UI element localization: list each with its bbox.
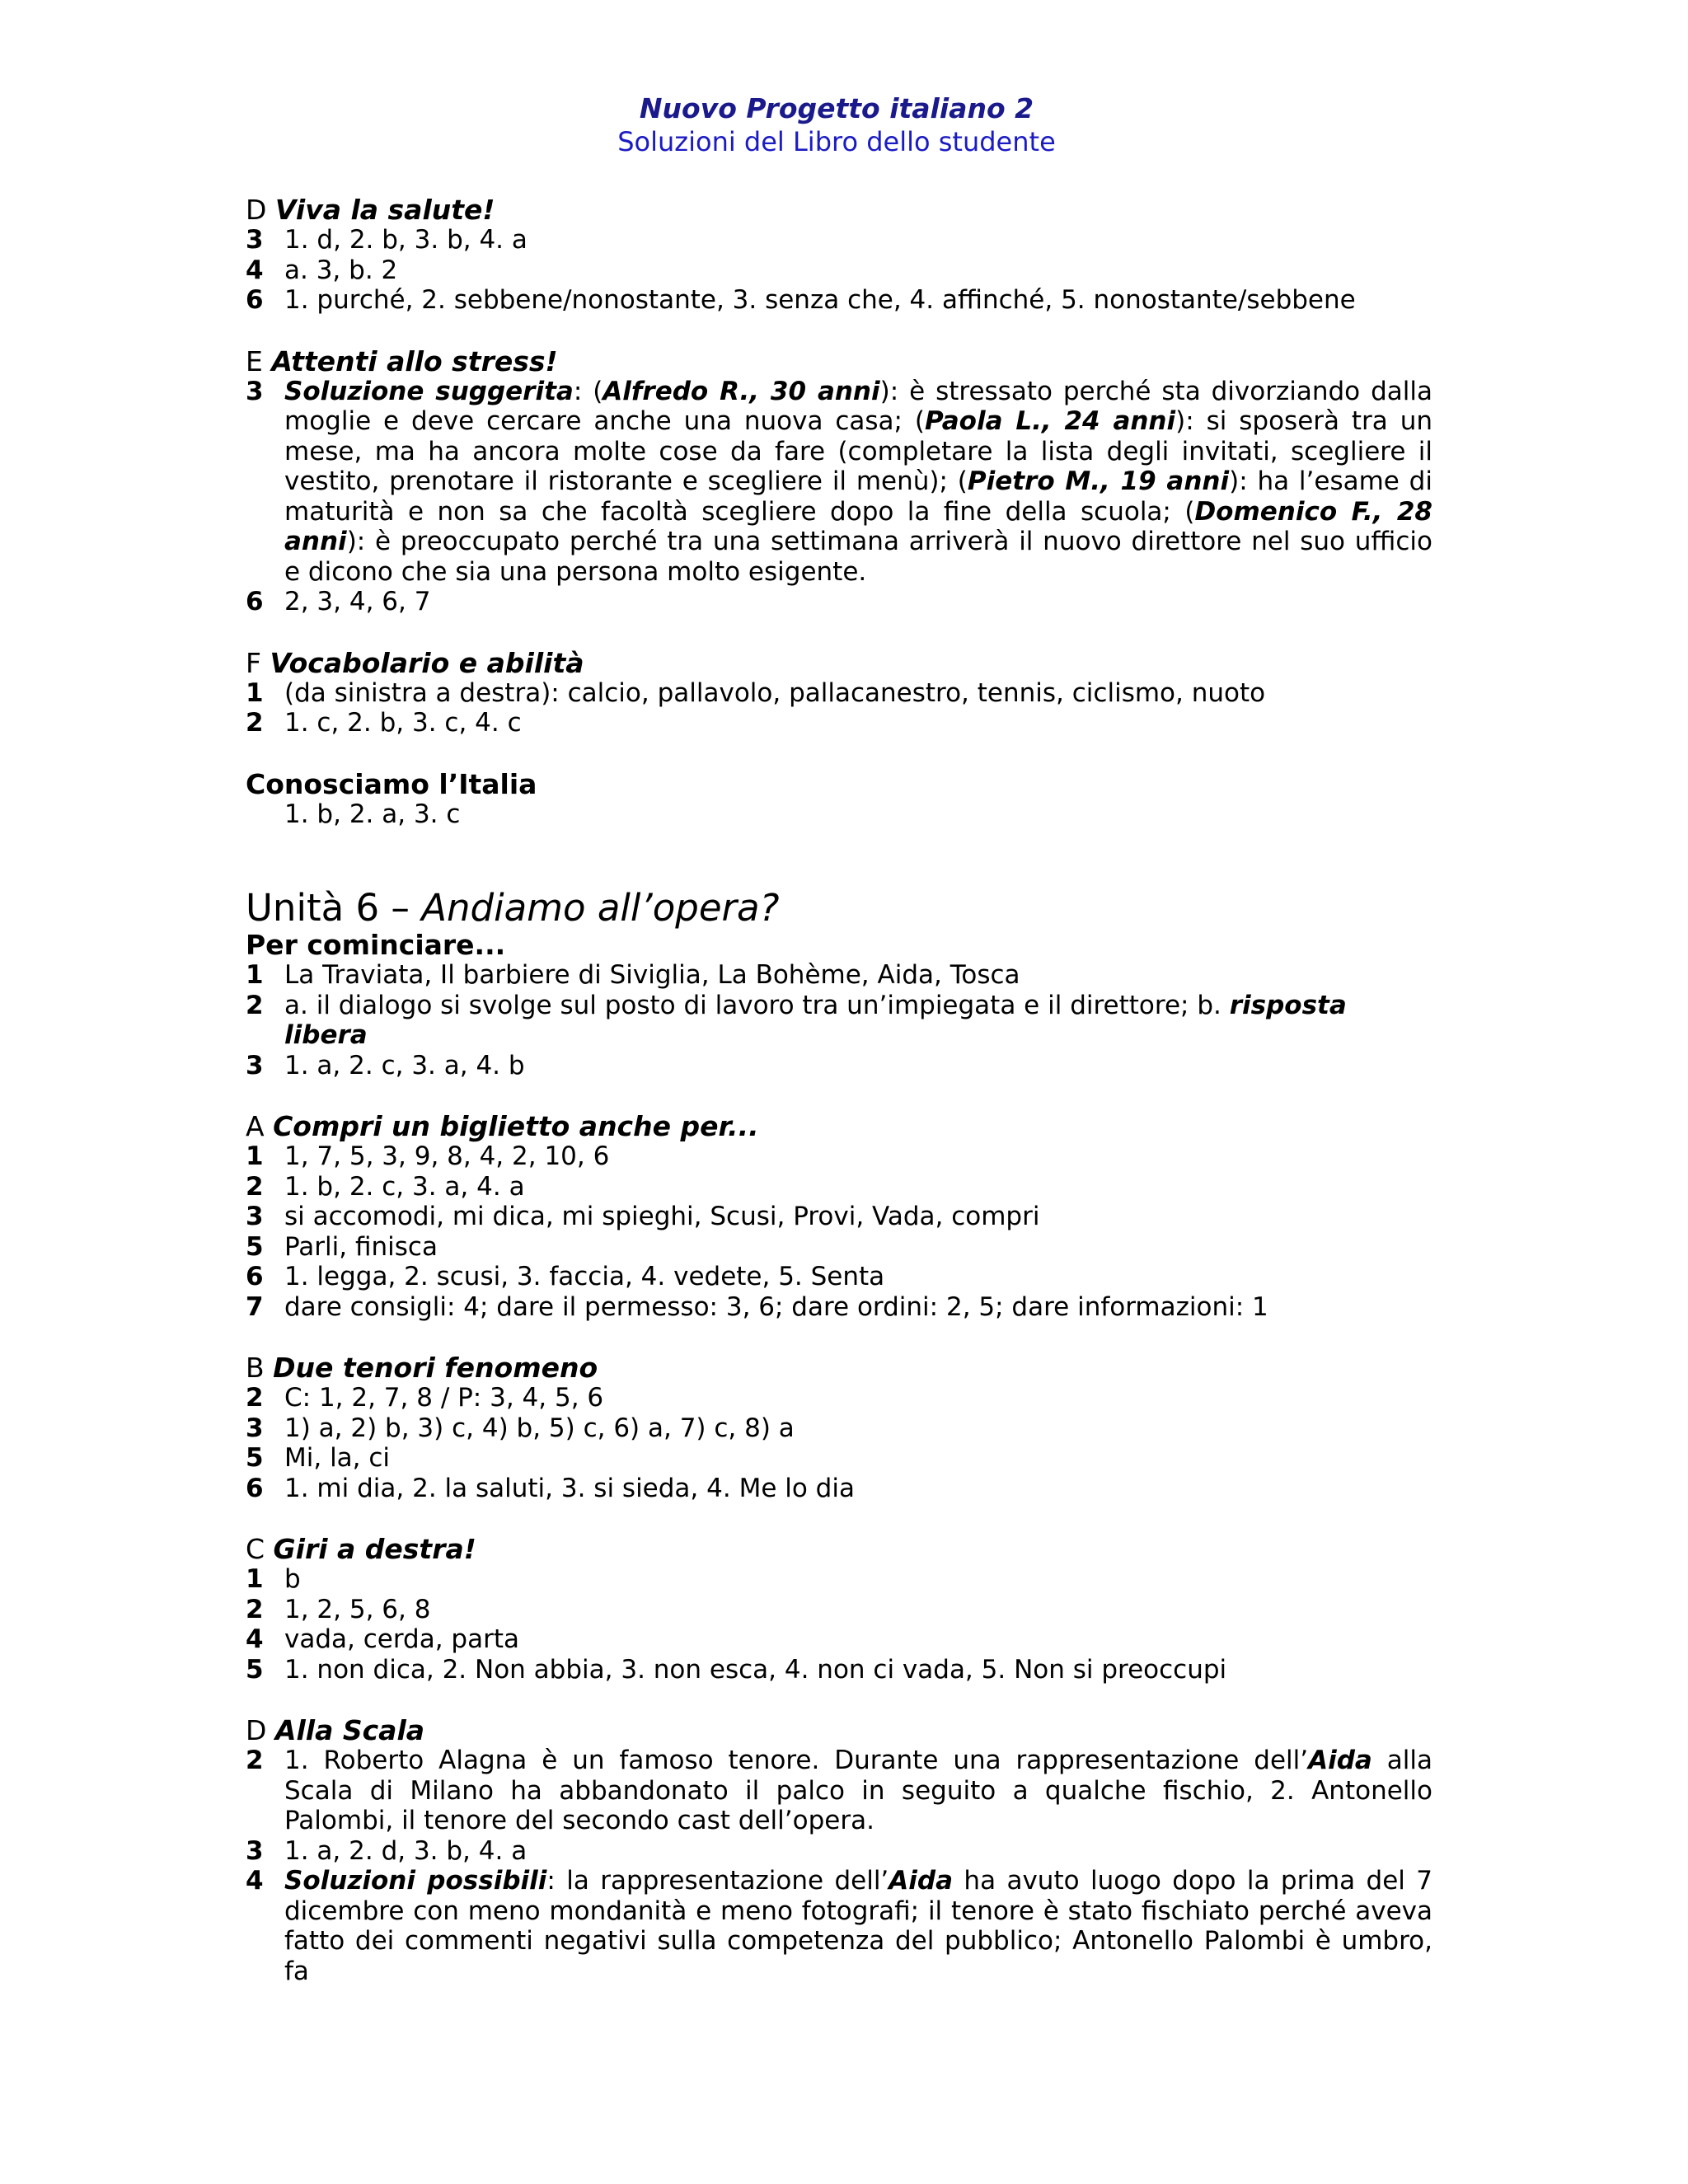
list-item: 2 1. c, 2. b, 3. c, 4. c [246, 708, 522, 738]
section-heading-d: D Viva la salute! [246, 194, 495, 226]
section-heading-conosciamo: Conosciamo l’Italia [246, 767, 537, 800]
list-item: 2 C: 1, 2, 7, 8 / P: 3, 4, 5, 6 [246, 1383, 604, 1413]
list-item: 5 1. non dica, 2. Non abbia, 3. non esca, 4. non ci vada, 5. Non si preoccupi [246, 1654, 1227, 1685]
list-item: 5 Mi, la, ci [246, 1443, 391, 1473]
list-item: 3 si accomodi, mi dica, mi spieghi, Scusi, Provi, Vada, compri [246, 1202, 1040, 1231]
section-heading-b: B Due tenori fenomeno [246, 1352, 598, 1384]
list-item: 6 1. legga, 2. scusi, 3. faccia, 4. vedete, 5. Senta [246, 1262, 885, 1291]
list-item: 6 2, 3, 4, 6, 7 [246, 587, 431, 616]
list-item: 3 1. a, 2. d, 3. b, 4. a [246, 1835, 528, 1866]
page-header [0, 92, 1673, 158]
list-item: 1 La Traviata, Il barbiere di Siviglia, La Bohème, Aida, Tosca [246, 960, 1020, 990]
list-item: 3 1. d, 2. b, 3. b, 4. a [246, 225, 528, 255]
list-item: 4 a. 3, b. 2 [246, 255, 398, 285]
list-item: 3 Soluzione suggerita: (Alfredo R., 30 anni): è stressato perché sta divorziando dalla moglie e deve cercare anche una nuova casa; (Paola L., 24 anni): si sposerà tra un mese, ma ha ancora molte cose da fare (completare la lista degli invitati, scegliere il vestito, prenotare il ristorante e scegliere il menù); (Pietro M., 19 anni): ha l’esame di maturità e non sa che facoltà scegliere dopo la fine della scuola; (Domenico F., 28 anni): è preoccupato perché tra una settimana arriverà il nuovo direttore nel suo ufficio e dicono che sia una persona molto esigente. [246, 376, 1432, 587]
section-heading-f: F Vocabolario e abilità [246, 646, 584, 679]
section-heading-e: E Attenti allo stress! [246, 344, 558, 377]
section-heading-per-cominciare: Per cominciare... [246, 929, 506, 961]
list-item: 3 1) a, 2) b, 3) c, 4) b, 5) c, 6) a, 7) c, 8) a [246, 1413, 795, 1443]
list-item: 6 1. mi dia, 2. la saluti, 3. si sieda, 4. Me lo dia [246, 1473, 855, 1503]
list-item: 1 1, 7, 5, 3, 9, 8, 4, 2, 10, 6 [246, 1141, 610, 1171]
list-item: 1 (da sinistra a destra): calcio, pallavolo, pallacanestro, tennis, ciclismo, nuoto [246, 677, 1266, 708]
list-item: 7 dare consigli: 4; dare il permesso: 3, 6; dare ordini: 2, 5; dare informazioni: 1 [246, 1291, 1268, 1322]
list-item: 1 b [246, 1564, 301, 1594]
section-heading-alla-scala: D Alla Scala [246, 1714, 425, 1746]
list-item: 1. b, 2. a, 3. c [284, 799, 461, 829]
list-item: 2 1. Roberto Alagna è un famoso tenore. Durante una rappresentazione dell’Aida alla Scala di Milano ha abbandonato il palco in seguito a qualche fischio, 2. Antonello Palombi, il tenore del secondo cast dell’opera. [246, 1746, 1432, 1835]
section-heading-a: A Compri un biglietto anche per... [246, 1110, 759, 1142]
book-title: Nuovo Progetto italiano 2 [639, 92, 1034, 124]
page-content [246, 194, 1432, 1986]
list-item: 2 1. b, 2. c, 3. a, 4. a [246, 1171, 525, 1202]
list-item: 2 a. il dialogo si svolge sul posto di lavoro tra un’impiegata e il direttore; b. risposta libera [246, 990, 1347, 1050]
book-subtitle: Soluzioni del Libro dello studente [617, 126, 1056, 157]
list-item: 4 vada, cerda, parta [246, 1624, 519, 1654]
section-heading-c: C Giri a destra! [246, 1533, 476, 1565]
list-item: 5 Parli, finisca [246, 1231, 438, 1262]
list-item: 2 1, 2, 5, 6, 8 [246, 1594, 431, 1624]
unit-heading: Unità 6 – Andiamo all’opera? [246, 886, 780, 930]
list-item: 4 Soluzioni possibili: la rappresentazione dell’Aida ha avuto luogo dopo la prima del 7 dicembre con meno mondanità e meno fotografi; il tenore è stato fischiato perché aveva fatto dei commenti negativi sulla competenza del pubblico; Antonello Palombi è umbro, fa [246, 1866, 1433, 1986]
list-item: 6 1. purché, 2. sebbene/nonostante, 3. senza che, 4. affinché, 5. nonostante/sebbene [246, 285, 1356, 315]
list-item: 3 1. a, 2. c, 3. a, 4. b [246, 1050, 525, 1080]
